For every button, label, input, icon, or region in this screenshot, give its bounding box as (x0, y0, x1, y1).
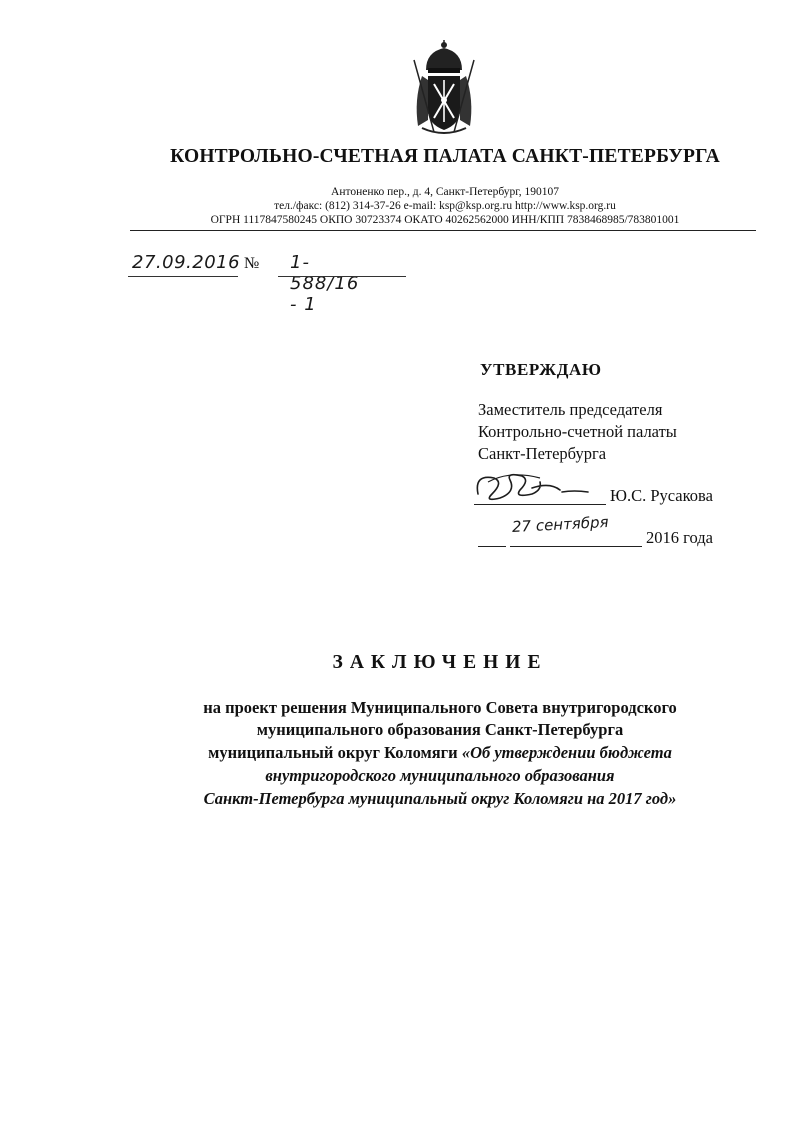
coat-of-arms-icon (404, 40, 484, 138)
subject-line-5: Санкт-Петербурга муниципальный округ Коломяги на 2017 год» (203, 789, 677, 808)
organization-contacts: тел./факс: (812) 314-37-26 e-mail: ksp@ksp.org.ru http://www.ksp.org.ru (274, 200, 616, 212)
approval-month-line (510, 546, 642, 547)
approval-date-handwritten: 27 сентября (511, 512, 610, 536)
handwritten-signature-icon (470, 468, 600, 508)
subject-line-3 (0, 743, 800, 763)
approval-day-line (478, 546, 506, 547)
approval-year: 2016 года (646, 528, 713, 547)
reference-number: 1-588/16 - 1 (290, 252, 360, 315)
organization-address: Антоненко пер., д. 4, Санкт-Петербург, 190107 (331, 186, 559, 198)
header-divider (130, 230, 756, 231)
signature-line (474, 504, 606, 505)
subject-line-4: внутригородского муниципального образования (265, 766, 615, 785)
subject-line-3-italic: «Об утверждении бюджета (461, 743, 672, 762)
approver-position-line-2: Контрольно-счетной палаты (478, 422, 677, 441)
organization-registration: ОГРН 1117847580245 ОКПО 30723374 ОКАТО 40262562000 ИНН/КПП 7838468985/783801001 (210, 214, 680, 226)
subject-line-1: на проект решения Муниципального Совета внутригородского (203, 698, 677, 717)
reference-number-underline (278, 276, 406, 277)
approver-position-line-3: Санкт-Петербурга (478, 444, 607, 463)
number-sign: № (244, 255, 260, 272)
subject-line-2: муниципального образования Санкт-Петербурга (256, 720, 624, 739)
approver-position-line-1: Заместитель председателя (478, 400, 663, 419)
reference-date: 27.09.2016 (132, 252, 241, 273)
signer-name: Ю.С. Русакова (610, 486, 713, 505)
approval-heading: УТВЕРЖДАЮ (480, 360, 602, 379)
reference-date-underline (128, 276, 238, 277)
subject-line-3-plain: муниципальный округ Коломяги (208, 743, 462, 762)
organization-title: КОНТРОЛЬНО-СЧЕТНАЯ ПАЛАТА САНКТ-ПЕТЕРБУРГА (170, 146, 720, 167)
document-heading: ЗАКЛЮЧЕНИЕ (332, 652, 548, 673)
